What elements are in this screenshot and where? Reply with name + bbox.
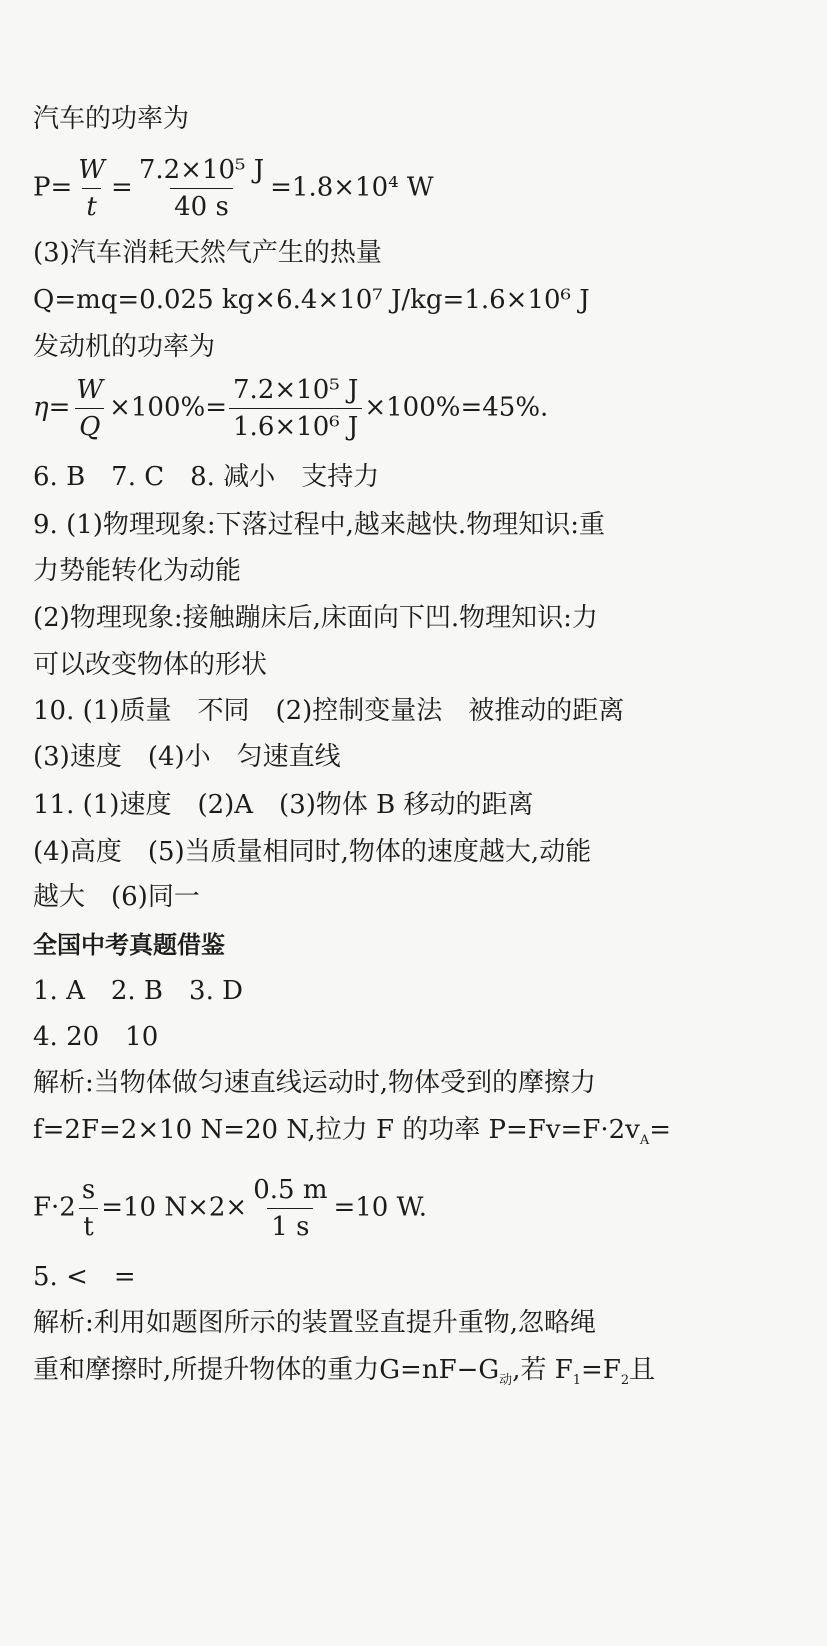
equation-rhs: =1.8×10⁴ W xyxy=(270,172,434,203)
analysis-line: 解析:利用如题图所示的装置竖直提升重物,忽略绳 xyxy=(33,1308,597,1338)
heat-equation: Q=mq=0.025 kg×6.4×10⁷ J/kg=1.6×10⁶ J xyxy=(33,285,590,315)
text-line: (2)物理现象:接触蹦床后,床面向下凹.物理知识:力 xyxy=(33,603,598,633)
gravity-equation-line: 重和摩擦时,所提升物体的重力$G=nF-G_动$,若 $F_1=F_2$且 xyxy=(33,1355,656,1388)
analysis-line: 解析:当物体做匀速直线运动时,物体受到的摩擦力 xyxy=(33,1068,597,1098)
answer-line: 9. (1)物理现象:下落过程中,越来越快.物理知识:重 xyxy=(33,510,605,540)
efficiency-equation: η= $\frac{W}{Q}$ ×100%= $\frac{\text{7.2×10⁵ J}}{\text{1.6×10⁶ J}}$ ×100%=45%. xyxy=(33,375,549,442)
fraction: $\frac{\text{7.2×10⁵ J}}{40 s}$ xyxy=(138,155,265,222)
fraction: $\frac{W}{t}$ xyxy=(78,155,106,222)
fraction: $\frac{\text{7.2×10⁵ J}}{\text{1.6×10⁶ J}}$ xyxy=(229,376,362,441)
section-heading: 全国中考真题借鉴 xyxy=(33,931,225,959)
text-line: (3)汽车消耗天然气产生的热量 xyxy=(33,238,382,268)
answer-line: 6. B 7. C 8. 减小 支持力 xyxy=(33,462,380,492)
answer-line: 4. 20 10 xyxy=(33,1022,159,1052)
friction-power-line: f=2F=2×10 N=20 N,拉力 F 的功率 $P=Fv=F\cdot 2v_A=$ xyxy=(33,1115,672,1148)
text-line: (4)高度 (5)当质量相同时,物体的速度越大,动能 xyxy=(33,837,592,867)
fraction: $\frac{s}{t}$ xyxy=(78,1176,99,1241)
equation-lhs: P= xyxy=(33,172,73,203)
answer-line: 11. (1)速度 (2)A (3)物体 B 移动的距离 xyxy=(33,790,534,820)
text-line: 发动机的功率为 xyxy=(33,332,216,362)
text-line: (3)速度 (4)小 匀速直线 xyxy=(33,742,341,772)
fraction: $\frac{0.5 m}{1 s}$ xyxy=(253,1175,328,1242)
answer-line: 1. A 2. B 3. D xyxy=(33,976,243,1006)
text-line: 力势能转化为动能 xyxy=(33,556,242,586)
answer-line: 5. < = xyxy=(33,1262,136,1292)
power-calc-equation: F·2 $\frac{s}{t}$ =10 N×2× $\frac{0.5 m}{1 s}$ =10 W. xyxy=(33,1175,428,1242)
power-equation: P= $\frac{W}{t}$ = $\frac{\text{7.2×10⁵ J}}{40 s}$ =1.8×10⁴ W xyxy=(33,155,434,222)
text-line: 越大 (6)同一 xyxy=(33,882,200,912)
fraction: $\frac{W}{Q}$ xyxy=(76,375,104,442)
answer-line: 10. (1)质量 不同 (2)控制变量法 被推动的距离 xyxy=(33,696,625,726)
text-line: 可以改变物体的形状 xyxy=(33,650,268,680)
text-line: 汽车的功率为 xyxy=(33,104,190,134)
